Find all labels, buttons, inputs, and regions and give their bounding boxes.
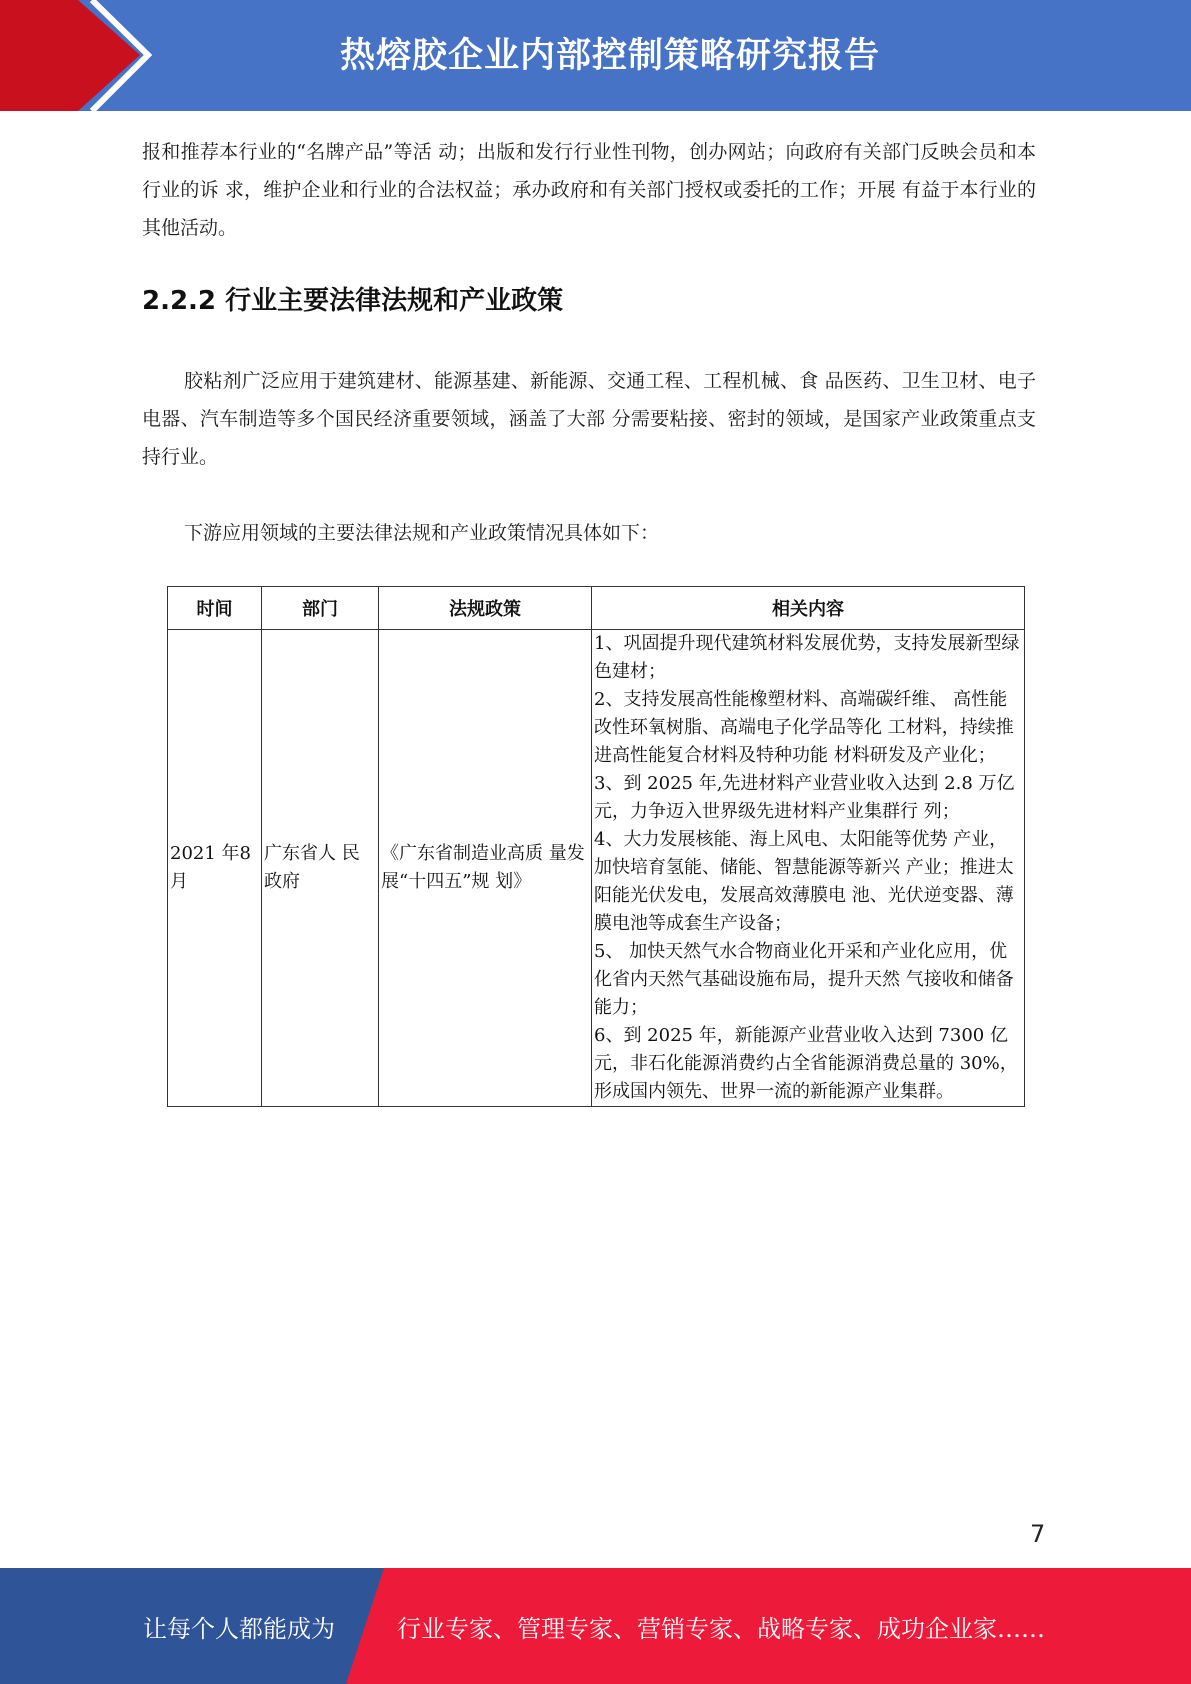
page-footer — [0, 1568, 1191, 1684]
header-arrow-red — [0, 0, 140, 111]
cell-policy: 《广东省制造业高质 量发展“十四五”规 划》 — [379, 630, 592, 1107]
page-header — [0, 0, 1191, 111]
content-item-6: 6、到 2025 年，新能源产业营业收入达到 7300 亿元，非石化能源消费约占全省能源消费总量的 30%，形成国内领先、世界一流的新能源产业集群。 — [594, 1025, 1018, 1102]
header-content: 相关内容 — [592, 587, 1025, 630]
content-item-4: 4、大力发展核能、海上风电、太阳能等优势 产业，加快培育氢能、储能、智慧能源等新兴 产业；推进太阳能光伏发电，发展高效薄膜电 池、光伏逆变器、薄膜电池等成套生产设备； — [594, 829, 1014, 934]
cell-department: 广东省人 民政府 — [262, 630, 379, 1107]
section-paragraph-2: 下游应用领域的主要法律法规和产业政策情况具体如下： — [184, 522, 660, 544]
content-item-2: 2、支持发展高性能橡塑材料、高端碳纤维、 高性能改性环氧树脂、高端电子化学品等化 工材料，持续推进高性能复合材料及特种功能 材料研发及产业化； — [594, 689, 1014, 766]
content-item-5: 5、 加快天然气水合物商业化开采和产业化应用，优化省内天然气基础设施布局，提升天然 气接收和储备能力； — [594, 941, 1014, 1018]
table-header-row — [168, 587, 1025, 630]
header-arrow-icon — [0, 0, 160, 111]
section-heading: 2.2.2 行业主要法律法规和产业政策 — [142, 286, 564, 316]
header-time: 时间 — [168, 587, 262, 630]
cell-time: 2021 年8 月 — [168, 630, 262, 1107]
table-row — [168, 630, 1025, 1107]
header-department: 部门 — [262, 587, 379, 630]
page-number: 7 — [1030, 1520, 1046, 1548]
document-title: 热熔胶企业内部控制策略研究报告 — [340, 35, 881, 76]
header-policy: 法规政策 — [379, 587, 592, 630]
footer-slogan-right: 行业专家、管理专家、营销专家、战略专家、成功企业家…… — [397, 1614, 1045, 1643]
cell-content — [592, 630, 1025, 1107]
content-item-3: 3、到 2025 年,先进材料产业营业收入达到 2.8 万亿元，力争迈入世界级先进材料产业集群行 列； — [594, 773, 1015, 822]
content-item-1: 1、巩固提升现代建筑材料发展优势，支持发展新型绿色建材； — [594, 633, 1020, 682]
footer-slogan-left: 让每个人都能成为 — [143, 1614, 335, 1643]
policy-table — [167, 586, 1025, 1107]
intro-paragraph: 报和推荐本行业的“名牌产品”等活 动；出版和发行行业性刊物，创办网站；向政府有关部门反映会员和本行业的诉 求，维护企业和行业的合法权益；承办政府和有关部门授权或委托的工作；开展 有益于本行业的其他活动。 — [142, 141, 1036, 239]
section-paragraph-1: 胶粘剂广泛应用于建筑建材、能源基建、新能源、交通工程、工程机械、食 品医药、卫生卫材、电子电器、汽车制造等多个国民经济重要领域，涵盖了大部 分需要粘接、密封的领域，是国家产业政策重点支持行业。 — [142, 370, 1036, 468]
